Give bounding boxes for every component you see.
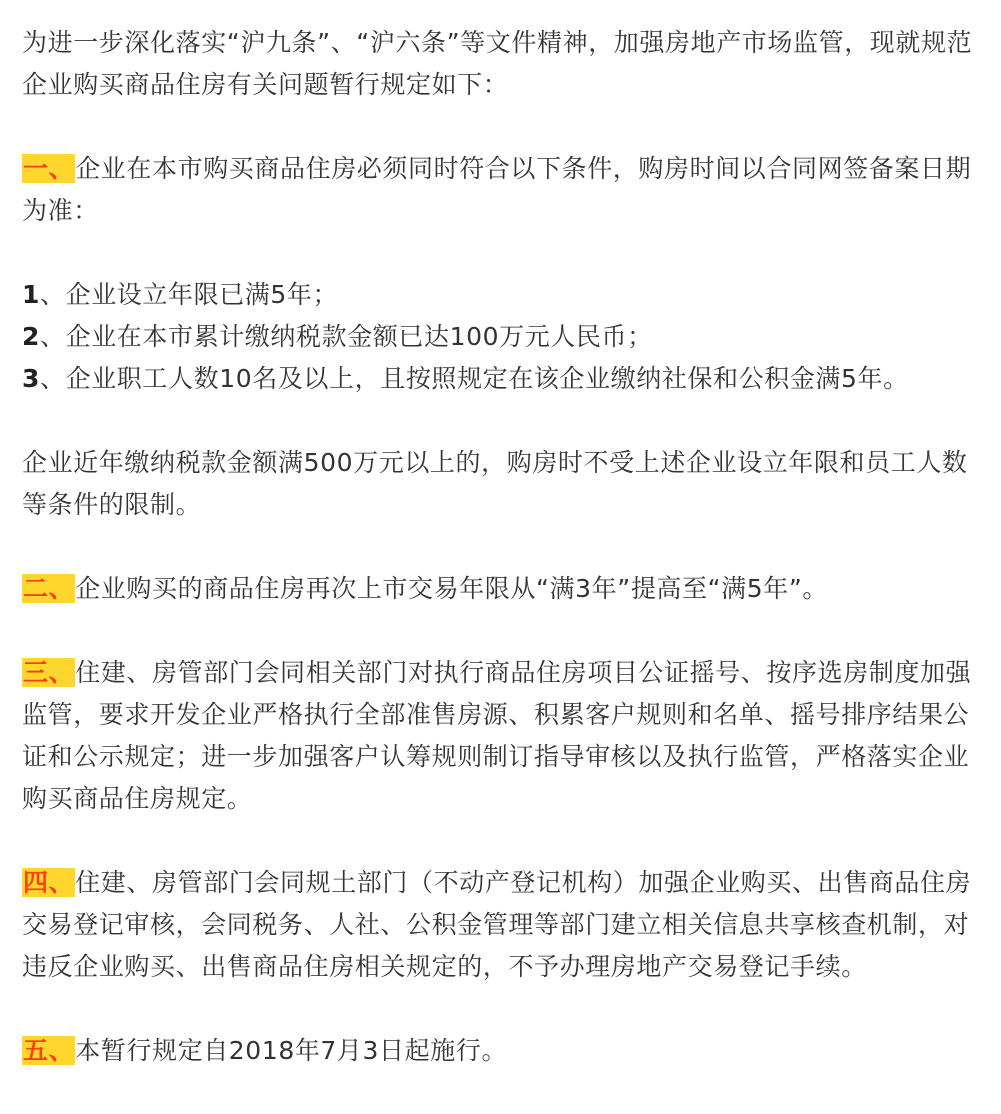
condition-text: 企业职工人数10名及以上，且按照规定在该企业缴纳社保和公积金满5年。 (65, 364, 909, 393)
condition-separator: 、 (40, 280, 66, 309)
section-4-text: 住建、房管部门会同规土部门（不动产登记机构）加强企业购买、出售商品住房交易登记审核，会同税务、人社、公积金管理等部门建立相关信息共享核查机制，对违反企业购买、出售商品住房相关规定的，不予办理房地产交易登记手续。 (22, 868, 972, 981)
condition-text: 企业在本市累计缴纳税款金额已达100万元人民币； (65, 322, 653, 351)
condition-text: 企业设立年限已满5年； (65, 280, 339, 309)
section-2-text: 企业购买的商品住房再次上市交易年限从“满3年”提高至“满5年”。 (75, 574, 829, 603)
exception-paragraph: 企业近年缴纳税款金额满500万元以上的，购房时不受上述企业设立年限和员工人数等条件的限制。 (22, 448, 968, 519)
intro-paragraph: 为进一步深化落实“沪九条”、“沪六条”等文件精神，加强房地产市场监管，现就规范企业购买商品住房有关问题暂行规定如下： (22, 28, 973, 99)
regulation-document (22, 22, 987, 1114)
section-2 (22, 568, 987, 610)
section-3-marker: 三、 (23, 658, 75, 687)
condition-item-1 (22, 274, 987, 316)
section-4-marker: 四、 (23, 868, 75, 897)
condition-item-3 (22, 358, 987, 400)
condition-number: 3 (22, 364, 40, 393)
condition-item-2 (22, 316, 987, 358)
section-4 (22, 862, 987, 988)
section-1-text: 企业在本市购买商品住房必须同时符合以下条件，购房时间以合同网签备案日期为准： (22, 154, 972, 225)
condition-separator: 、 (40, 322, 66, 351)
section-3 (22, 652, 987, 820)
section-3-text: 住建、房管部门会同相关部门对执行商品住房项目公证摇号、按序选房制度加强监管，要求开发企业严格执行全部准售房源、积累客户规则和名单、摇号排序结果公证和公示规定；进一步加强客户认筹规则制订指导审核以及执行监管，严格落实企业购买商品住房规定。 (22, 658, 972, 813)
section-5-text: 本暂行规定自2018年7月3日起施行。 (75, 1036, 508, 1065)
condition-number: 1 (22, 280, 40, 309)
condition-number: 2 (22, 322, 40, 351)
section-1 (22, 148, 987, 232)
section-2-marker: 二、 (23, 574, 75, 603)
section-1-marker: 一、 (23, 154, 75, 183)
section-5 (22, 1030, 987, 1072)
section-5-marker: 五、 (23, 1036, 75, 1065)
condition-separator: 、 (40, 364, 66, 393)
conditions-list (22, 274, 987, 400)
